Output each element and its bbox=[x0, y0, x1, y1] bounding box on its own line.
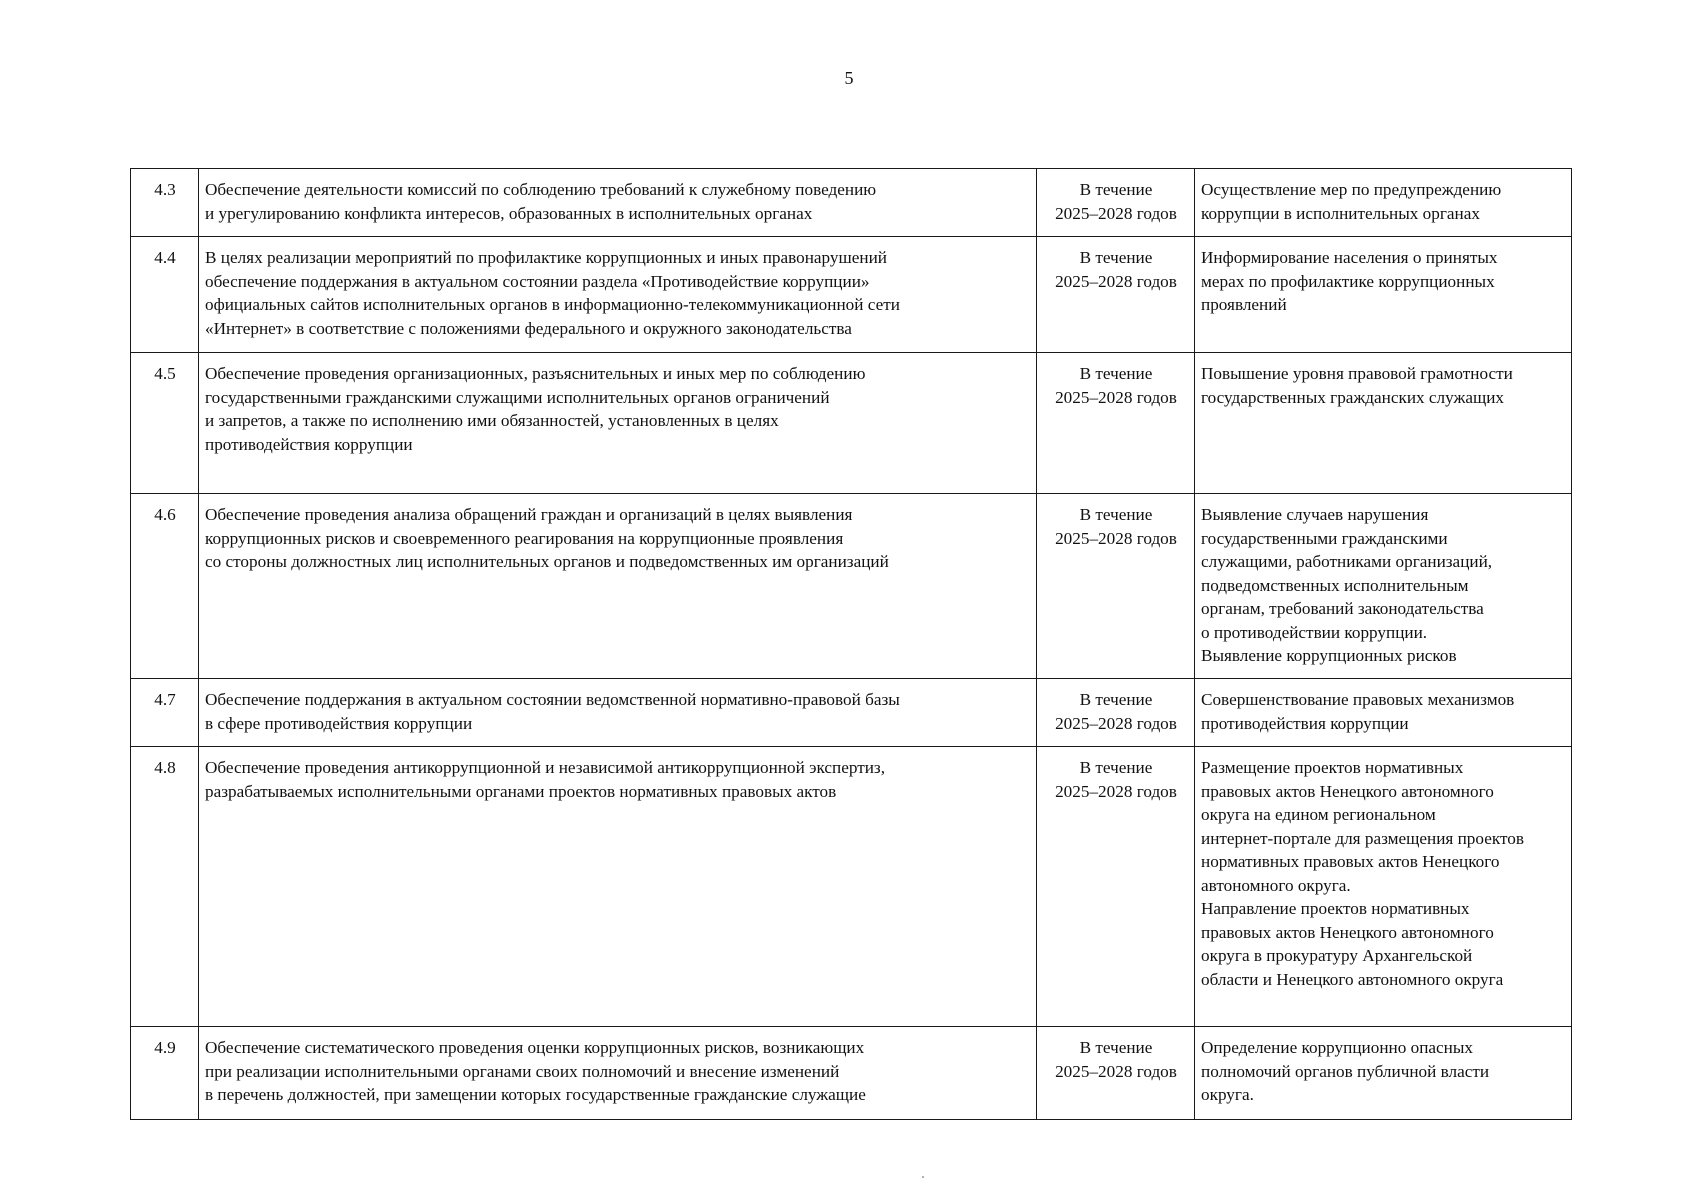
implementation-term: В течение 2025–2028 годов bbox=[1037, 353, 1195, 494]
measure-description: Обеспечение деятельности комиссий по соблюдению требований к служебному поведению и урегулированию конфликта интересов, образованных в исполнительных органах bbox=[199, 169, 1037, 237]
implementation-term: В течение 2025–2028 годов bbox=[1037, 1027, 1195, 1120]
page-number: 5 bbox=[844, 68, 854, 88]
item-number: 4.6 bbox=[131, 494, 199, 679]
measures-table bbox=[130, 168, 1572, 1120]
measure-description: Обеспечение поддержания в актуальном состоянии ведомственной нормативно-правовой базы в сфере противодействия коррупции bbox=[199, 679, 1037, 747]
expected-result: Совершенствование правовых механизмов противодействия коррупции bbox=[1195, 679, 1572, 747]
expected-result: Выявление случаев нарушения государственными гражданскими служащими, работниками организаций, подведомственных исполнительным органам, требований законодательства о противодействии коррупции. Выявление коррупционных рисков bbox=[1195, 494, 1572, 679]
table-row bbox=[131, 237, 1572, 353]
implementation-term: В течение 2025–2028 годов bbox=[1037, 747, 1195, 1027]
item-number: 4.7 bbox=[131, 679, 199, 747]
measure-description: Обеспечение проведения организационных, разъяснительных и иных мер по соблюдению государственными гражданскими служащими исполнительных органов ограничений и запретов, а также по исполнению ими обязанностей, установленных в целях противодействия коррупции bbox=[199, 353, 1037, 494]
item-number: 4.3 bbox=[131, 169, 199, 237]
table-row bbox=[131, 353, 1572, 494]
implementation-term: В течение 2025–2028 годов bbox=[1037, 237, 1195, 353]
table-row bbox=[131, 169, 1572, 237]
measure-description: Обеспечение систематического проведения оценки коррупционных рисков, возникающих при реализации исполнительными органами своих полномочий и внесение изменений в перечень должностей, при замещении которых государственные гражданские служащие bbox=[199, 1027, 1037, 1120]
implementation-term: В течение 2025–2028 годов bbox=[1037, 494, 1195, 679]
item-number: 4.4 bbox=[131, 237, 199, 353]
implementation-term: В течение 2025–2028 годов bbox=[1037, 169, 1195, 237]
measure-description: Обеспечение проведения антикоррупционной и независимой антикоррупционной экспертиз, разрабатываемых исполнительными органами проектов нормативных правовых актов bbox=[199, 747, 1037, 1027]
implementation-term: В течение 2025–2028 годов bbox=[1037, 679, 1195, 747]
table-row bbox=[131, 679, 1572, 747]
expected-result: Размещение проектов нормативных правовых актов Ненецкого автономного округа на едином региональном интернет-портале для размещения проектов нормативных правовых актов Ненецкого автономного округа. Направление проектов нормативных правовых актов Ненецкого автономного округа в прокуратуру Архангельской области и Ненецкого автономного округа bbox=[1195, 747, 1572, 1027]
table-row bbox=[131, 494, 1572, 679]
measure-description: Обеспечение проведения анализа обращений граждан и организаций в целях выявления коррупционных рисков и своевременного реагирования на коррупционные проявления со стороны должностных лиц исполнительных органов и подведомственных им организаций bbox=[199, 494, 1037, 679]
table-row bbox=[131, 747, 1572, 1027]
measure-description: В целях реализации мероприятий по профилактике коррупционных и иных правонарушений обеспечение поддержания в актуальном состоянии раздела «Противодействие коррупции» официальных сайтов исполнительных органов в информационно-телекоммуникационной сети «Интернет» в соответствие с положениями федерального и окружного законодательства bbox=[199, 237, 1037, 353]
table-row bbox=[131, 1027, 1572, 1120]
expected-result: Повышение уровня правовой грамотности государственных гражданских служащих bbox=[1195, 353, 1572, 494]
item-number: 4.5 bbox=[131, 353, 199, 494]
expected-result: Информирование населения о принятых мерах по профилактике коррупционных проявлений bbox=[1195, 237, 1572, 353]
item-number: 4.9 bbox=[131, 1027, 199, 1120]
item-number: 4.8 bbox=[131, 747, 199, 1027]
scan-speck bbox=[922, 1176, 924, 1178]
expected-result: Осуществление мер по предупреждению коррупции в исполнительных органах bbox=[1195, 169, 1572, 237]
expected-result: Определение коррупционно опасных полномочий органов публичной власти округа. bbox=[1195, 1027, 1572, 1120]
